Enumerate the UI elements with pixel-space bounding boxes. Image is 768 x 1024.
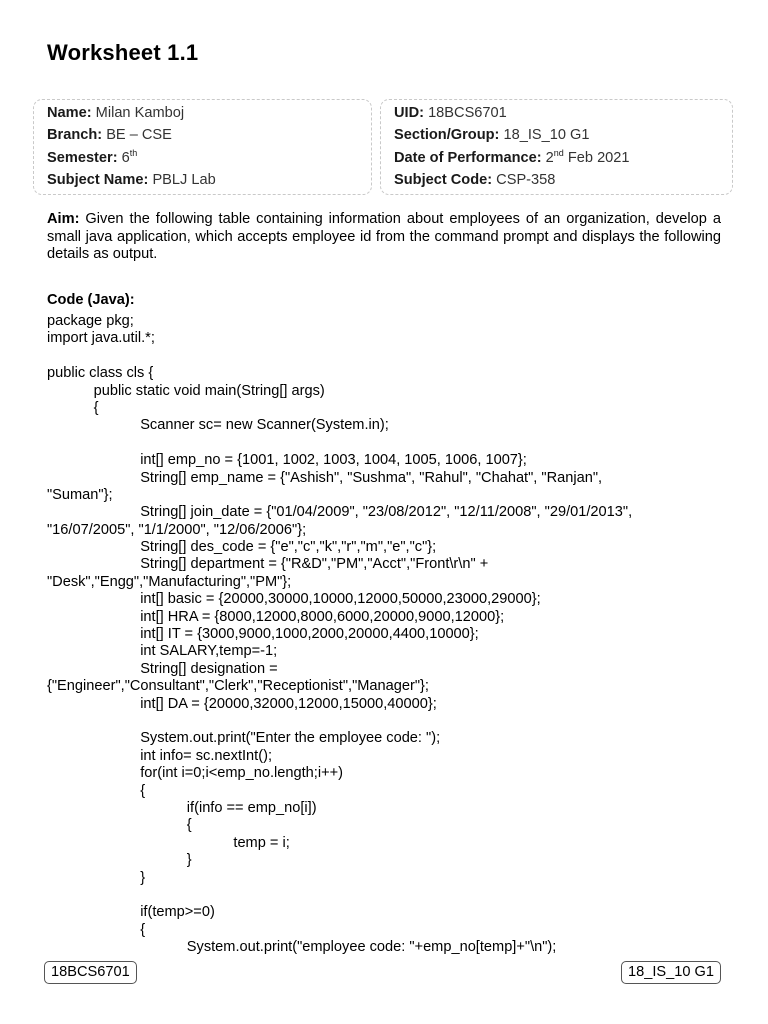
code-line: int SALARY,temp=-1;: [140, 643, 278, 660]
code-line: System.out.print("Enter the employee code: ");: [140, 730, 441, 747]
code-line: int[] basic = {20000,30000,10000,12000,50000,23000,29000};: [140, 591, 541, 608]
code-line: int info= sc.nextInt();: [140, 747, 272, 764]
info-section-group-key: Section/Group:: [394, 127, 500, 143]
code-line: [47, 435, 737, 452]
code-line: package pkg;: [47, 313, 134, 329]
code-line: int[] emp_no = {1001, 1002, 1003, 1004, 1005, 1006, 1007};: [140, 452, 527, 469]
code-line: import java.util.*;: [47, 330, 155, 347]
footer-uid-badge: 18BCS6701: [44, 961, 137, 984]
info-semester-suffix: th: [129, 148, 138, 159]
code-line: }: [186, 852, 192, 869]
info-branch-value: BE – CSE: [106, 127, 172, 143]
code-line: public class cls {: [47, 365, 154, 382]
info-date-day: 2: [545, 150, 554, 166]
code-line: "16/07/2005", "1/1/2000", "12/06/2006"};: [47, 521, 307, 538]
code-line: if(info == emp_no[i]): [186, 799, 317, 816]
code-line: "Suman"};: [47, 486, 113, 503]
code-line: System.out.print("employee code: "+emp_no[temp]+"\n");: [186, 939, 557, 956]
info-uid-key: UID:: [394, 105, 424, 121]
info-subject-name: [47, 172, 216, 188]
code-line: [47, 713, 737, 730]
footer-group-badge: 18_IS_10 G1: [621, 961, 721, 984]
info-date-rest: Feb 2021: [563, 150, 630, 166]
aim-text: Given the following table containing information about employees of an organization, develop a small java application, which accepts employee id from the command prompt and displays the following details as output.: [47, 211, 721, 262]
info-date-key: Date of Performance:: [394, 150, 542, 166]
info-subject-code-value: CSP-358: [496, 172, 556, 188]
info-date-of-performance: [394, 150, 630, 166]
info-semester-key: Semester:: [47, 150, 118, 166]
code-line: String[] des_code = {"e","c","k","r","m","e","c"};: [140, 539, 437, 556]
code-line: {: [140, 921, 146, 938]
code-line: String[] join_date = {"01/04/2009", "23/08/2012", "12/11/2008", "29/01/2013",: [140, 504, 633, 521]
info-semester-value: 6: [121, 150, 130, 166]
info-branch-key: Branch:: [47, 127, 103, 143]
info-branch: [47, 127, 172, 143]
aim-label: Aim:: [47, 211, 80, 227]
course-info-box: [380, 99, 733, 195]
info-subject-code: [394, 172, 555, 188]
code-line: {: [186, 817, 192, 834]
info-name-value: Milan Kamboj: [95, 105, 185, 121]
code-line: int[] DA = {20000,32000,12000,15000,40000};: [140, 695, 437, 712]
code-heading: Code (Java):: [47, 292, 135, 308]
aim-paragraph: [47, 211, 721, 264]
code-line: for(int i=0;i<emp_no.length;i++): [140, 765, 344, 782]
code-line: String[] designation =: [140, 660, 278, 677]
info-name-key: Name:: [47, 105, 92, 121]
info-subject-name-key: Subject Name:: [47, 172, 149, 188]
info-subject-name-value: PBLJ Lab: [152, 172, 216, 188]
info-section-group: [394, 127, 589, 143]
info-date-suffix: nd: [553, 148, 564, 159]
code-line: String[] emp_name = {"Ashish", "Sushma", "Rahul", "Chahat", "Ranjan",: [140, 469, 603, 486]
code-line: Scanner sc= new Scanner(System.in);: [140, 417, 389, 434]
code-line: {: [93, 399, 99, 416]
code-line: {: [140, 782, 146, 799]
code-line: "Desk","Engg","Manufacturing","PM"};: [47, 573, 292, 590]
code-line: [47, 348, 737, 365]
info-uid: [394, 105, 507, 121]
info-uid-value: 18BCS6701: [428, 105, 507, 121]
student-info-box: [33, 99, 372, 195]
code-line: public static void main(String[] args): [93, 382, 325, 399]
code-line: int[] HRA = {8000,12000,8000,6000,20000,9000,12000};: [140, 608, 505, 625]
code-block: [47, 313, 737, 956]
info-subject-code-key: Subject Code:: [394, 172, 493, 188]
info-section-group-value: 18_IS_10 G1: [503, 127, 590, 143]
code-line: }: [140, 869, 146, 886]
info-semester: [47, 150, 137, 166]
worksheet-title: Worksheet 1.1: [47, 40, 199, 65]
info-name: [47, 105, 184, 121]
code-line: int[] IT = {3000,9000,1000,2000,20000,4400,10000};: [140, 626, 479, 643]
code-line: if(temp>=0): [140, 904, 215, 921]
code-line: String[] department = {"R&D","PM","Acct","Front\r\n" +: [140, 556, 489, 573]
code-line: {"Engineer","Consultant","Clerk","Receptionist","Manager"};: [47, 678, 429, 695]
code-line: temp = i;: [233, 834, 290, 851]
code-line: [47, 887, 737, 904]
